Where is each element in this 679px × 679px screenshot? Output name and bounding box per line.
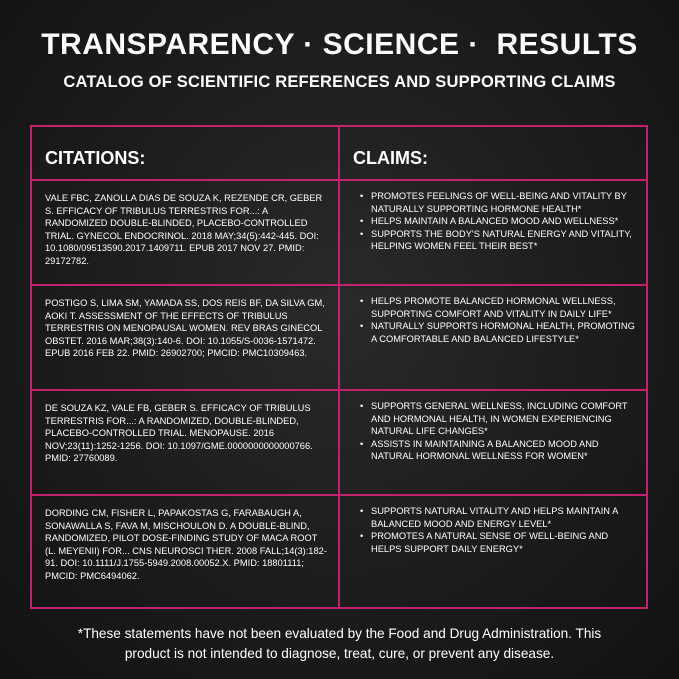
claims-cell [340,286,646,391]
references-table [30,125,648,609]
claim-text: HELPS MAINTAIN A BALANCED MOOD AND WELLNESS* [371,216,619,227]
claims-list [350,295,636,345]
claim-text: SUPPORTS NATURAL VITALITY AND HELPS MAINTAIN A BALANCED MOOD AND ENERGY LEVEL* [371,506,618,529]
claim-item [360,320,636,345]
claims-cell [340,181,646,286]
page-title: TRANSPARENCY · SCIENCE · RESULTS [41,28,638,61]
claims-heading: CLAIMS: [340,127,646,181]
claim-item [360,400,636,438]
claims-cell [340,391,646,496]
claim-text: SUPPORTS THE BODY'S NATURAL ENERGY AND VITALITY, HELPING WOMEN FEEL THEIR BEST* [371,228,632,252]
claims-cell [340,496,646,607]
claim-text: PROMOTES A NATURAL SENSE OF WELL-BEING AND HELPS SUPPORT DAILY ENERGY* [371,531,609,554]
claim-item [360,190,636,215]
bullet-icon: • [360,531,364,542]
claims-list [350,505,636,555]
claim-item [360,505,636,530]
bullet-icon: • [360,228,364,239]
citation-cell: VALE FBC, ZANOLLA DIAS DE SOUZA K, REZENDE CR, GEBER S. EFFICACY OF TRIBULUS TERRESTRIS FOR...: A RANDOMIZED DOUBLE-BLINDED, PLACEBO-CONTROLLED TRIAL. GYNECOL ENDOCRINOL. 2018 MAY;34(5):442-445. DOI: 10.1080/09513590.2017.1409711. EPUB 2017 NOV 27. PMID: 29172782. [32,181,340,286]
claim-text: SUPPORTS GENERAL WELLNESS, INCLUDING COMFORT AND HORMONAL HEALTH, IN WOMEN EXPERIENCING NATURAL LIFE CHANGES* [371,401,628,437]
bullet-icon: • [360,191,364,201]
citation-cell: DORDING CM, FISHER L, PAPAKOSTAS G, FARABAUGH A, SONAWALLA S, FAVA M, MISCHOULON D. A DOUBLE-BLIND, RANDOMIZED, PILOT DOSE-FINDING STUDY OF MACA ROOT (L. MEYENII) FOR... CNS NEUROSCI THER. 2008 FALL;14(3):182-91. DOI: 10.1111/J.1755-5949.2008.00052.X. PMID: 18801111; PMCID: PMC6494062. [32,496,340,607]
claim-item [360,530,636,555]
citations-heading: CITATIONS: [32,127,340,181]
bullet-icon: • [360,438,364,449]
bullet-icon: • [360,321,364,332]
claim-text: HELPS PROMOTE BALANCED HORMONAL WELLNESS, SUPPORTING COMFORT AND VITALITY IN DAILY LIFE* [371,296,616,319]
claim-item [360,295,636,320]
claim-text: NATURALLY SUPPORTS HORMONAL HEALTH, PROMOTING A COMFORTABLE AND BALANCED LIFESTYLE* [371,321,635,344]
citation-cell: POSTIGO S, LIMA SM, YAMADA SS, DOS REIS BF, DA SILVA GM, AOKI T. ASSESSMENT OF THE EFFECTS OF TRIBULUS TERRESTRIS ON MENOPAUSAL WOMEN. REV BRAS GINECOL OBSTET. 2016 MAR;38(3):140-6. DOI: 10.1055/S-0036-1571472. EPUB 2016 FEB 22. PMID: 26902700; PMCID: PMC10309463. [32,286,340,391]
claims-list [350,400,636,463]
bullet-icon: • [360,506,364,516]
claim-item [360,215,636,228]
disclaimer-line: *These statements have not been evaluated by the Food and Drug Administration. This [77,626,602,641]
claims-list [350,190,636,253]
citation-cell: DE SOUZA KZ, VALE FB, GEBER S. EFFICACY OF TRIBULUS TERRESTRIS FOR...: A RANDOMIZED, DOUBLE-BLINDED, PLACEBO-CONTROLLED TRIAL. MENOPAUSE. 2016 NOV;23(11):1252-1256. DOI: 10.1097/GME.0000000000000766. PMID: 27760089. [32,391,340,496]
bullet-icon: • [360,401,364,411]
disclaimer-line: product is not intended to diagnose, treat, cure, or prevent any disease. [124,646,555,661]
page-subtitle: CATALOG OF SCIENTIFIC REFERENCES AND SUPPORTING CLAIMS [63,73,616,91]
bullet-icon: • [360,296,364,306]
claim-item [360,438,636,463]
claim-text: ASSISTS IN MAINTAINING A BALANCED MOOD AND NATURAL HORMONAL WELLNESS FOR WOMEN* [371,438,599,462]
fda-disclaimer [0,624,679,664]
claim-item [360,228,636,253]
claim-text: PROMOTES FEELINGS OF WELL-BEING AND VITALITY BY NATURALLY SUPPORTING HORMONE HEALTH* [371,191,627,214]
bullet-icon: • [360,216,364,227]
